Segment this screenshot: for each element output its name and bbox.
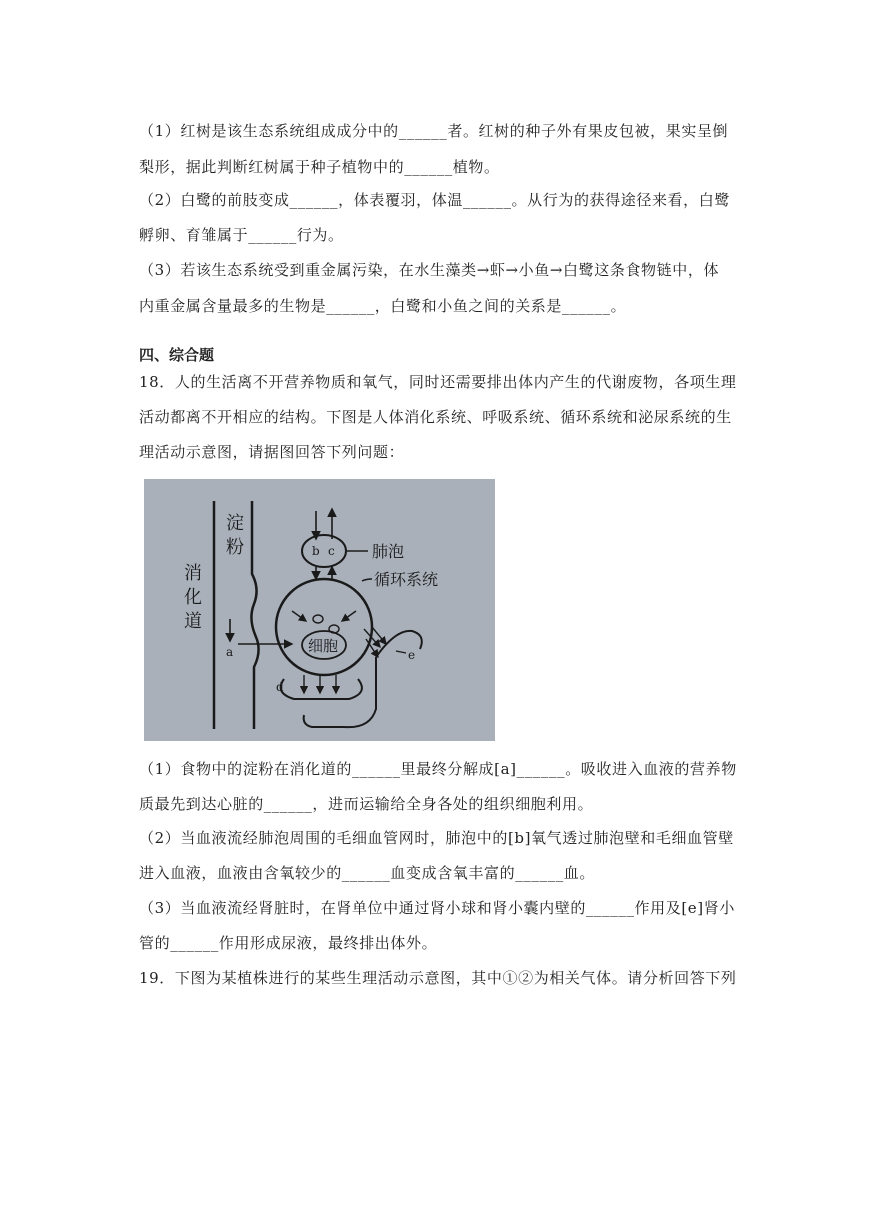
cell-organelle-1 — [313, 615, 323, 623]
label-tract-3: 道 — [184, 611, 202, 632]
physiology-diagram — [144, 479, 495, 741]
label-tract-2: 化 — [184, 587, 202, 608]
q17-line-4: 孵卵、育雏属于______行为。 — [139, 226, 344, 244]
alveolus — [302, 535, 346, 567]
letter-c: c — [328, 544, 335, 558]
label-circulation: 循环系统 — [374, 570, 439, 589]
letter-a: a — [226, 645, 234, 659]
q19-intro: 19．下图为某植株进行的某些生理活动示意图，其中①②为相关气体。请分析回答下列 — [139, 969, 737, 987]
letter-b: b — [312, 544, 320, 558]
q18-intro-line-3: 理活动示意图，请据图回答下列问题： — [139, 443, 405, 461]
circulation-loop — [276, 579, 372, 675]
q18-intro-line-1: 18．人的生活离不开营养物质和氧气，同时还需要排出体内产生的代谢废物，各项生理 — [139, 373, 737, 391]
label-starch-2: 粉 — [226, 537, 244, 558]
label-alveoli: 肺泡 — [372, 542, 405, 561]
q17-line-3: （2）白鹭的前肢变成______，体表覆羽，体温______。从行为的获得途径来看，白鹭 — [139, 191, 730, 209]
q18-line-6: 管的______作用形成尿液，最终排出体外。 — [139, 934, 438, 952]
letter-d: d — [276, 680, 284, 694]
label-starch-1: 淀 — [226, 513, 244, 534]
q18-line-4: 进入血液，血液由含氧较少的______血变成含氧丰富的______血。 — [139, 864, 596, 882]
section-heading: 四、综合题 — [139, 346, 215, 364]
q18-line-3: （2）当血液流经肺泡周围的毛细血管网时，肺泡中的[b]氧气透过肺泡壁和毛细血管壁 — [139, 829, 734, 847]
bottom-organ — [281, 679, 362, 699]
label-cell: 细胞 — [308, 637, 339, 655]
q17-line-6: 内重金属含量最多的生物是______，白鹭和小鱼之间的关系是______。 — [139, 297, 627, 315]
q17-line-5: （3）若该生态系统受到重金属污染，在水生藻类→虾→小鱼→白鹭这条食物链中，体 — [139, 261, 720, 279]
diagram-svg — [144, 479, 495, 741]
q17-line-2: 梨形，据此判断红树属于种子植物中的______植物。 — [139, 158, 500, 176]
q18-line-5: （3）当血液流经肾脏时，在肾单位中通过肾小球和肾小囊内壁的______作用及[e]肾小 — [139, 899, 735, 917]
digestive-tract-right-wall — [251, 501, 258, 729]
q18-intro-line-2: 活动都离不开相应的结构。下图是人体消化系统、呼吸系统、循环系统和泌尿系统的生 — [139, 408, 732, 426]
q18-line-2: 质最先到达心脏的______，进而运输给全身各处的组织细胞利用。 — [139, 795, 594, 813]
label-tract-1: 消 — [184, 563, 202, 584]
q18-line-1: （1）食物中的淀粉在消化道的______里最终分解成[a]______。吸收进入血液的营养物 — [139, 760, 737, 778]
q17-line-1: （1）红树是该生态系统组成成分中的______者。红树的种子外有果皮包被，果实呈倒 — [139, 122, 729, 140]
letter-e: e — [408, 648, 416, 662]
